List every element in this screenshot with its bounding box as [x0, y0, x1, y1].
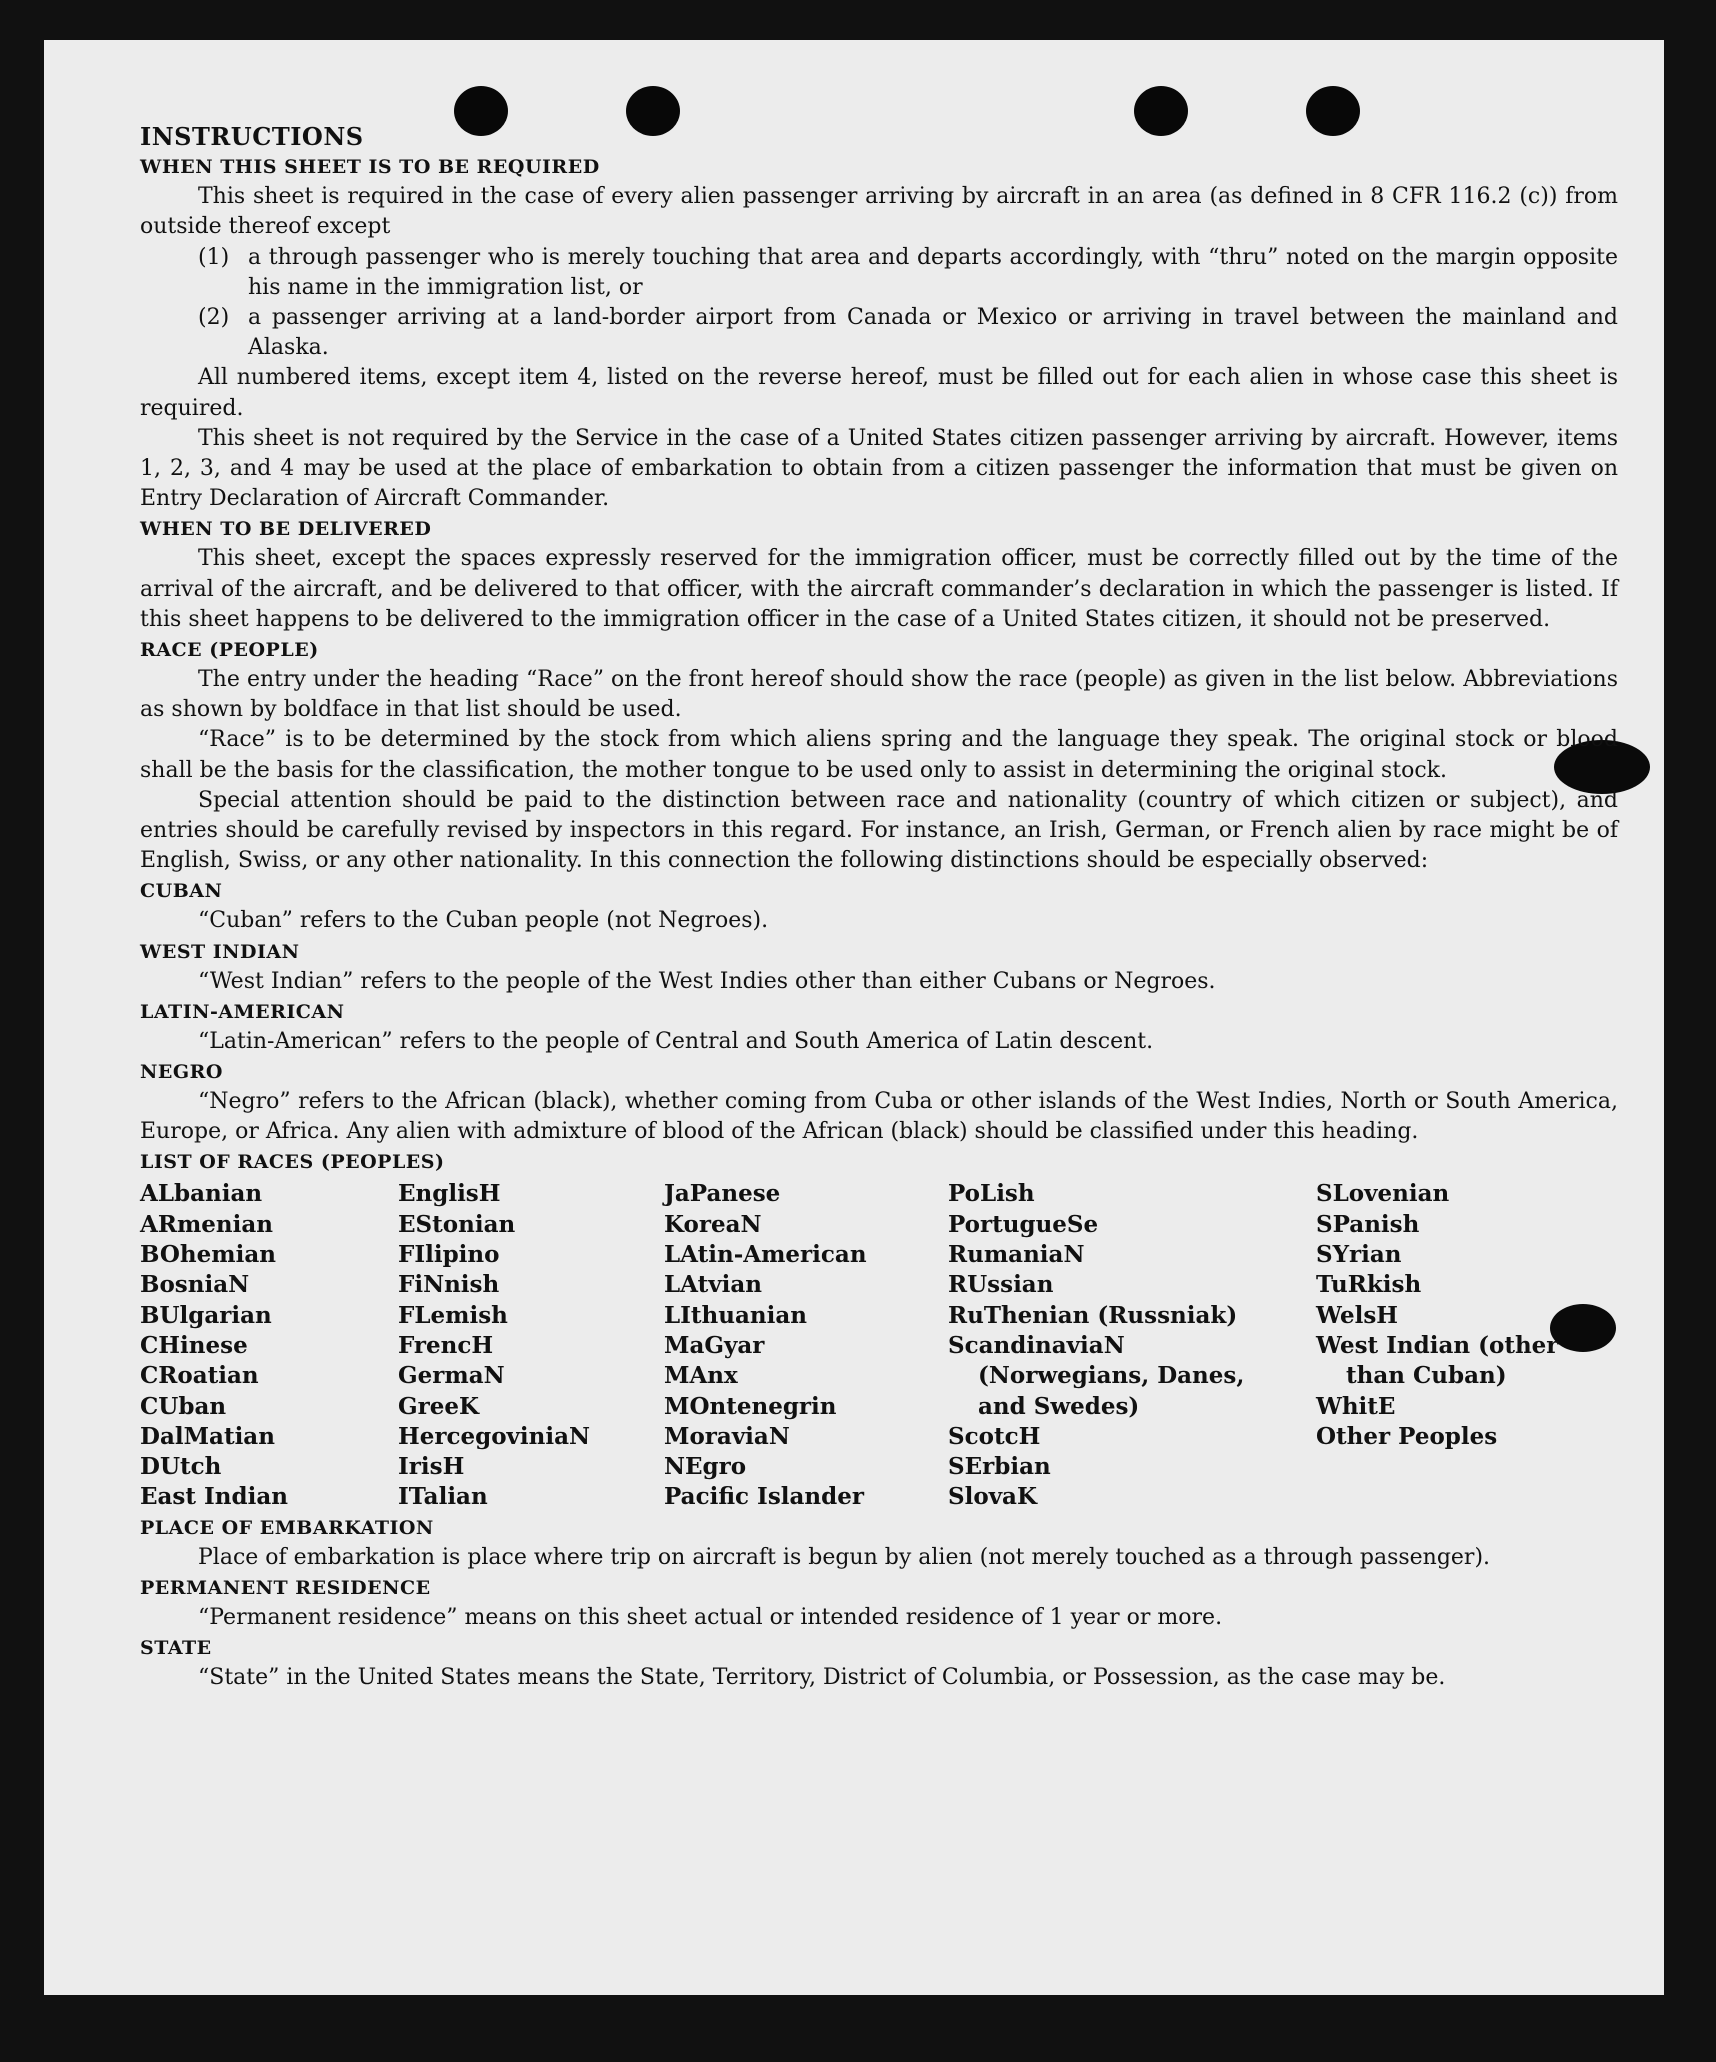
- race-entry: EnglisH: [398, 1180, 501, 1208]
- race-entry: ALbanian: [140, 1180, 263, 1208]
- paragraph: “State” in the United States means the State, Territory, District of Columbia, or Possession, as the case may be.: [198, 1665, 1446, 1691]
- race-entry: ITalian: [398, 1483, 488, 1511]
- paragraph: “Race” is to be determined by the stock from which aliens spring and the language they speak. The original stock or blood shall be the basis for the classification, the mother tongue to be used only to assist in determining the original stock.: [140, 727, 1618, 783]
- paragraph: “West Indian” refers to the people of the West Indies other than either Cubans or Negroes.: [198, 968, 1216, 994]
- race-entry: TuRkish: [1316, 1271, 1422, 1299]
- race-column: [948, 1179, 1316, 1512]
- race-entry: DalMatian: [140, 1422, 275, 1450]
- race-entry: ARmenian: [140, 1210, 274, 1238]
- paragraph: This sheet, except the spaces expressly reserved for the immigration officer, must be correctly filled out by the time of the arrival of the aircraft, and be delivered to that officer, with the aircraft commander’s declaration in which the passenger is listed. If this sheet happens to be delivered to the immigration officer in the case of a United States citizen, it should not be preserved.: [140, 546, 1618, 632]
- race-column: [398, 1179, 664, 1512]
- race-entry: GermaN: [398, 1362, 505, 1390]
- race-entry: KoreaN: [664, 1210, 762, 1238]
- instructions-content: [140, 122, 1618, 1693]
- paragraph: This sheet is required in the case of every alien passenger arriving by aircraft in an area (as defined in 8 CFR 116.2 (c)) from outside thereof except: [140, 184, 1618, 240]
- race-column: [140, 1179, 398, 1512]
- race-column: [664, 1179, 948, 1512]
- section-heading: PLACE OF EMBARKATION: [140, 1516, 434, 1539]
- race-entry: Pacific Islander: [664, 1483, 864, 1511]
- race-entry: CRoatian: [140, 1362, 259, 1390]
- race-list: [140, 1179, 1618, 1512]
- race-entry: WhitE: [1316, 1392, 1396, 1420]
- race-entry: SErbian: [948, 1453, 1051, 1481]
- race-entry: RuThenian (Russniak): [948, 1301, 1238, 1329]
- paragraph: All numbered items, except item 4, listed on the reverse hereof, must be filled out for each alien in whose case this sheet is required.: [140, 365, 1618, 421]
- race-entry: PoLish: [948, 1180, 1035, 1208]
- race-entry: GreeK: [398, 1392, 480, 1420]
- race-entry: CUban: [140, 1392, 227, 1420]
- paragraph: This sheet is not required by the Service in the case of a United States citizen passenger arriving by aircraft. However, items 1, 2, 3, and 4 may be used at the place of embarkation to obtain from a citizen passenger the information that must be given on Entry Declaration of Aircraft Commander.: [140, 425, 1618, 512]
- paragraph: “Cuban” refers to the Cuban people (not Negroes).: [198, 908, 769, 934]
- race-entry: FiNnish: [398, 1271, 500, 1299]
- paragraph: “Latin-American” refers to the people of Central and South America of Latin descent.: [198, 1028, 1154, 1054]
- race-entry: IrisH: [398, 1453, 465, 1481]
- paragraph: The entry under the heading “Race” on the front hereof should show the race (people) as given in the list below. Abbreviations as shown by boldface in that list should be used.: [140, 667, 1618, 723]
- section-heading: WHEN TO BE DELIVERED: [140, 518, 432, 541]
- race-entry: DUtch: [140, 1453, 222, 1481]
- race-entry: East Indian: [140, 1483, 288, 1511]
- document-page: [44, 40, 1664, 1995]
- race-entry: RumaniaN: [948, 1241, 1085, 1269]
- race-entry: SlovaK: [948, 1483, 1037, 1511]
- race-entry: MOntenegrin: [664, 1392, 837, 1420]
- section-heading: PERMANENT RESIDENCE: [140, 1576, 431, 1599]
- race-entry: LAtin-American: [664, 1241, 867, 1269]
- race-entry: MAnx: [664, 1362, 738, 1390]
- item-text: a through passenger who is merely touching that area and departs accordingly, with “thru” noted on the margin opposite his name in the immigration list, or: [248, 244, 1618, 300]
- item-number: (1): [198, 244, 230, 270]
- section-heading: LIST OF RACES (PEOPLES): [140, 1151, 445, 1174]
- race-entry: FLemish: [398, 1301, 508, 1329]
- race-entry: EStonian: [398, 1210, 516, 1238]
- page-title: INSTRUCTIONS: [140, 122, 364, 151]
- race-entry: LIthuanian: [664, 1301, 807, 1329]
- race-entry: FIlipino: [398, 1241, 500, 1269]
- race-entry: FrencH: [398, 1331, 494, 1359]
- race-entry: West Indian (other than Cuban): [1316, 1331, 1559, 1390]
- numbered-item: [140, 303, 1618, 363]
- race-entry: SLovenian: [1316, 1180, 1450, 1208]
- paragraph: “Negro” refers to the African (black), whether coming from Cuba or other islands of the West Indies, North or South America, Europe, or Africa. Any alien with admixture of blood of the African (black) should be classified under this heading.: [140, 1089, 1618, 1145]
- race-entry: RUssian: [948, 1271, 1054, 1299]
- race-entry: LAtvian: [664, 1271, 762, 1299]
- numbered-item: [140, 243, 1618, 303]
- section-heading: NEGRO: [140, 1061, 223, 1084]
- race-entry: ScandinaviaN (Norwegians, Danes, and Swedes): [948, 1331, 1245, 1420]
- item-text: a passenger arriving at a land-border airport from Canada or Mexico or arriving in travel between the mainland and Alaska.: [248, 305, 1618, 361]
- race-entry: Other Peoples: [1316, 1422, 1498, 1450]
- race-entry: JaPanese: [664, 1180, 781, 1208]
- race-column: [1316, 1179, 1616, 1512]
- paragraph: “Permanent residence” means on this sheet actual or intended residence of 1 year or more.: [198, 1604, 1223, 1630]
- paragraph: Special attention should be paid to the distinction between race and nationality (country of which citizen or subject), and entries should be carefully revised by inspectors in this regard. For instance, an Irish, German, or French alien by race might be of English, Swiss, or any other nationality. In this connection the following distinctions should be especially observed:: [140, 787, 1618, 874]
- race-entry: MoraviaN: [664, 1422, 790, 1450]
- race-entry: CHinese: [140, 1331, 248, 1359]
- race-entry: SPanish: [1316, 1210, 1420, 1238]
- section-heading: CUBAN: [140, 880, 223, 903]
- race-entry: BOhemian: [140, 1241, 276, 1269]
- race-entry: MaGyar: [664, 1331, 765, 1359]
- paragraph: Place of embarkation is place where trip on aircraft is begun by alien (not merely touched as a through passenger).: [198, 1544, 1491, 1570]
- race-entry: WelsH: [1316, 1301, 1399, 1329]
- race-entry: BosniaN: [140, 1271, 250, 1299]
- race-entry: NEgro: [664, 1453, 747, 1481]
- race-entry: SYrian: [1316, 1241, 1402, 1269]
- race-entry: ScotcH: [948, 1422, 1041, 1450]
- race-entry: HercegoviniaN: [398, 1422, 591, 1450]
- section-heading: RACE (PEOPLE): [140, 639, 319, 662]
- section-heading: WEST INDIAN: [140, 940, 300, 963]
- section-heading: STATE: [140, 1637, 212, 1660]
- race-entry: PortugueSe: [948, 1210, 1099, 1238]
- item-number: (2): [198, 305, 230, 331]
- section-heading: WHEN THIS SHEET IS TO BE REQUIRED: [140, 156, 600, 179]
- section-heading: LATIN-AMERICAN: [140, 1000, 345, 1023]
- race-entry: BUlgarian: [140, 1301, 272, 1329]
